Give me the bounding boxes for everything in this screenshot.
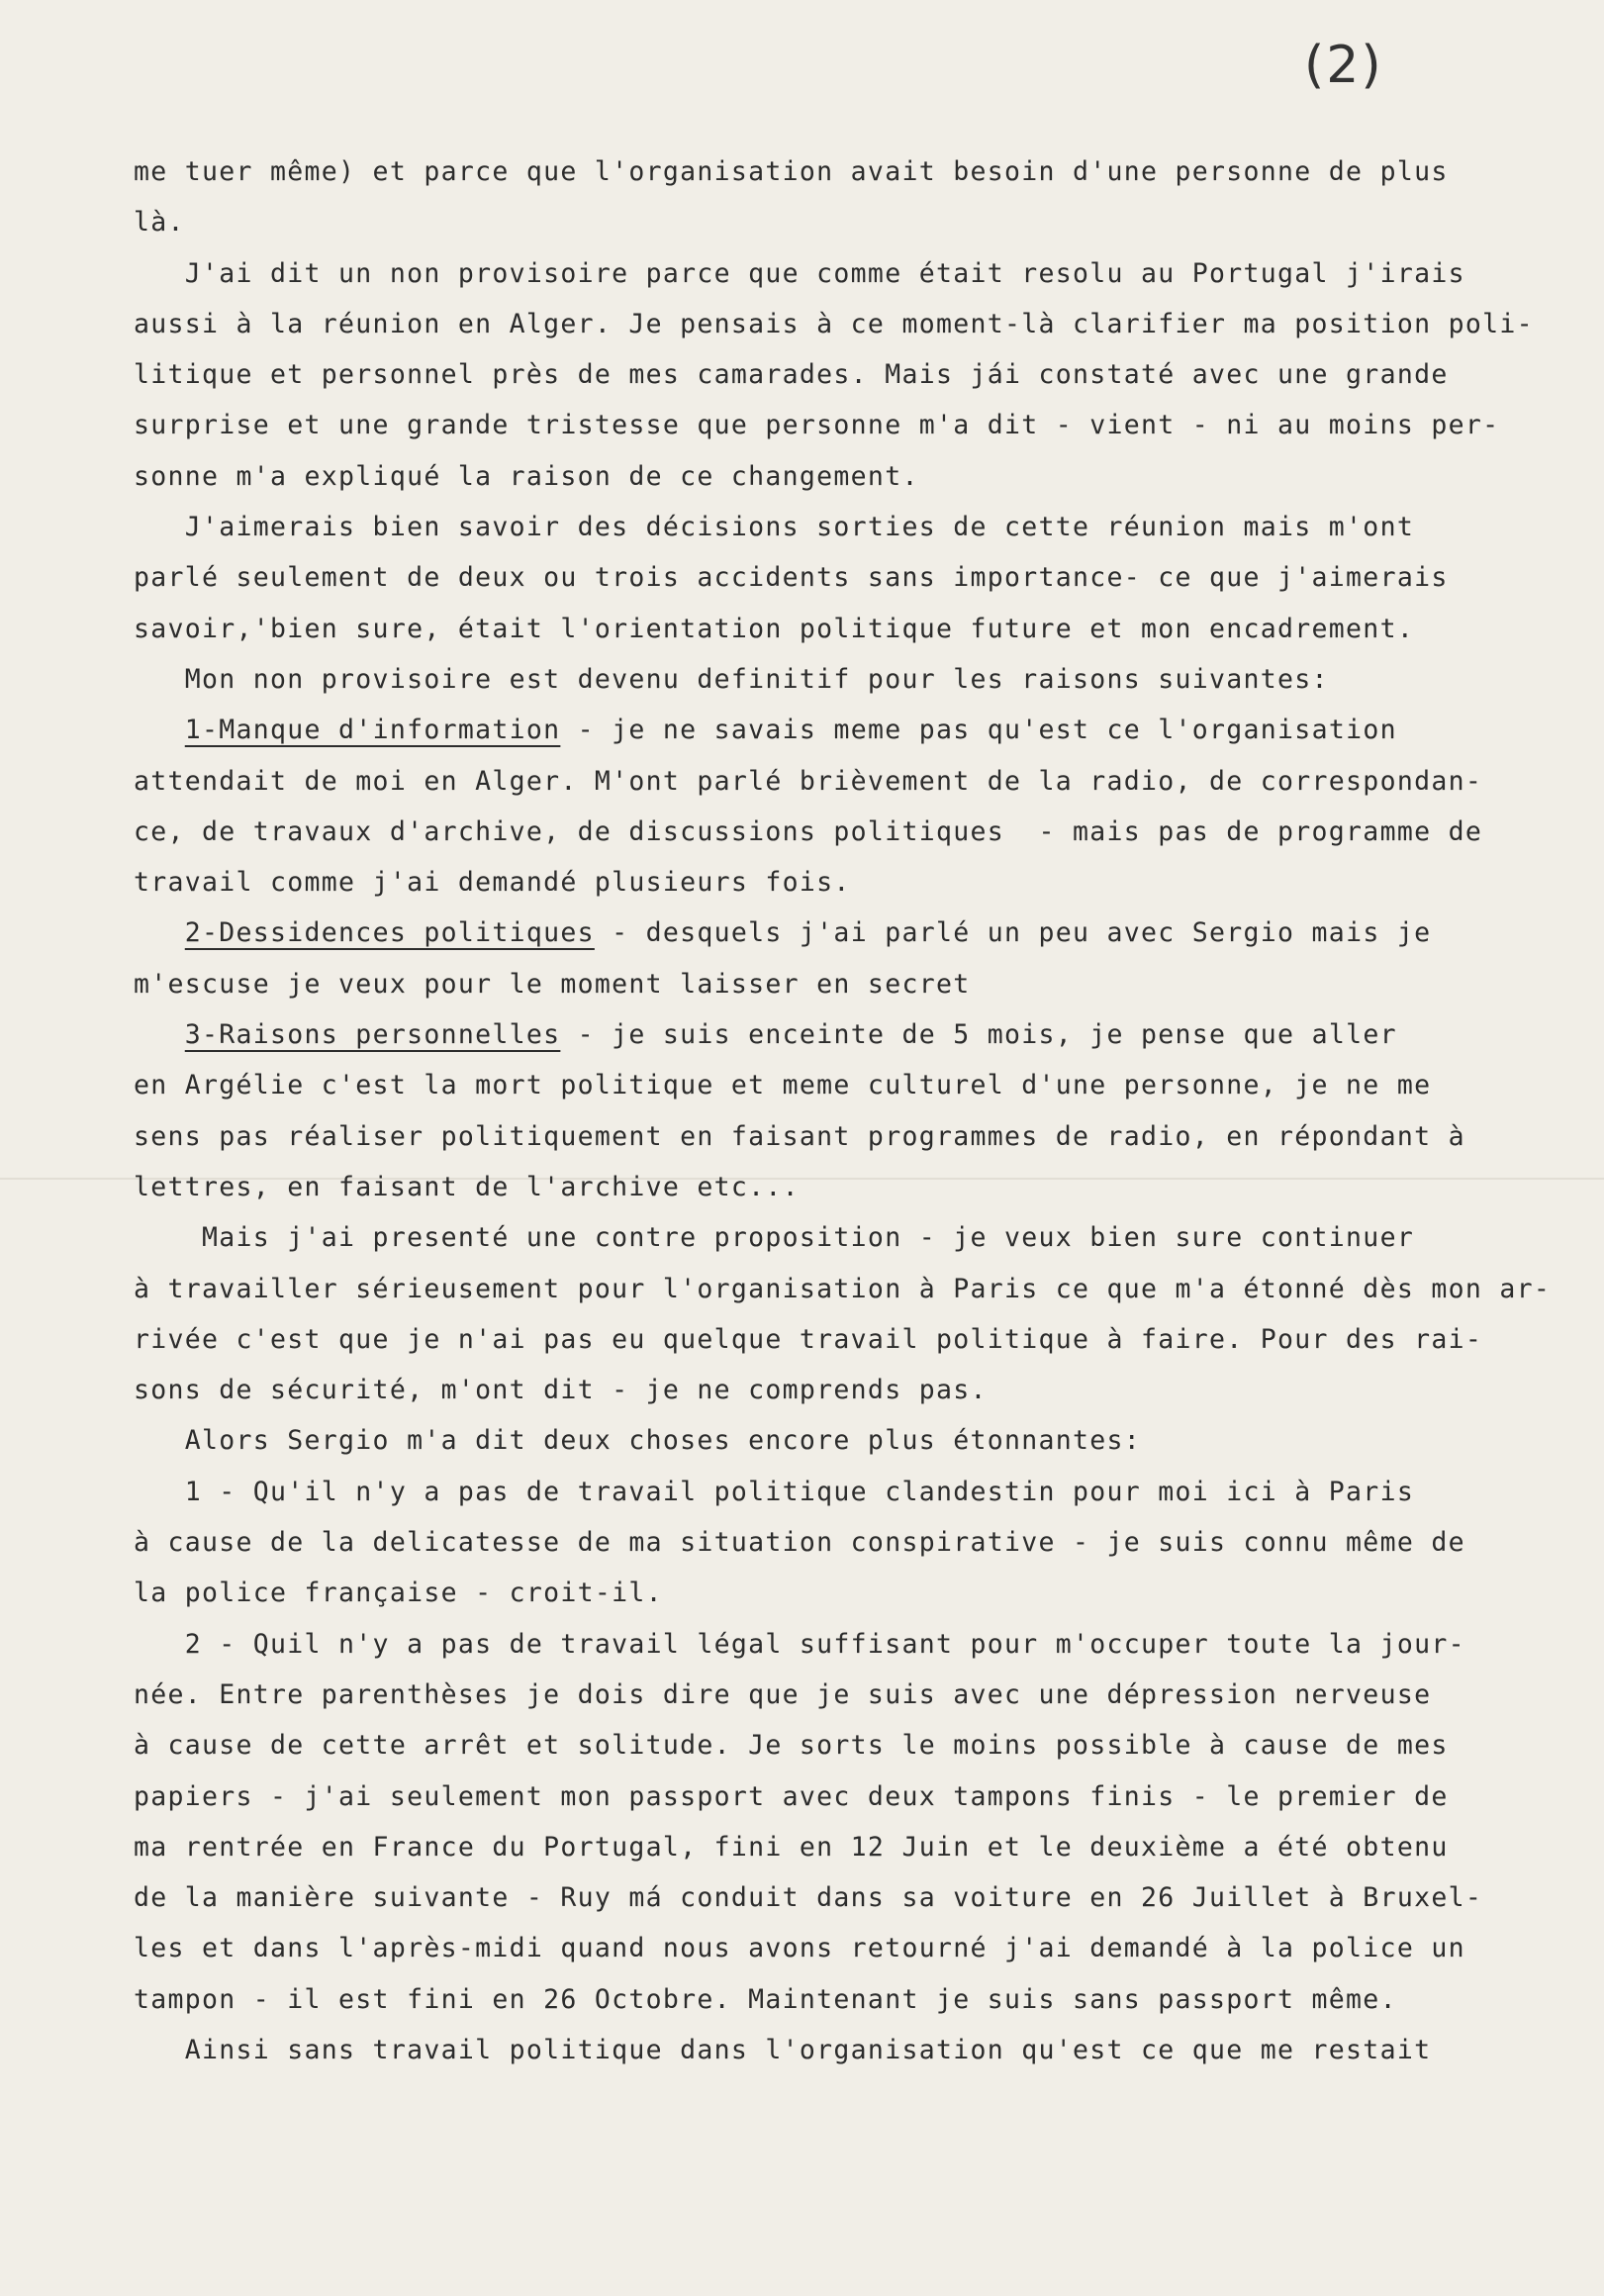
- text-line: savoir,'bien sure, était l'orientation politique future et mon encadrement.: [134, 613, 1415, 644]
- text-line: J'ai dit un non provisoire parce que comme était resolu au Portugal j'irais: [134, 257, 1465, 289]
- text-line: tampon - il est fini en 26 Octobre. Maintenant je suis sans passport même.: [134, 1983, 1397, 2015]
- text-line: [134, 705, 1598, 755]
- text-line: [134, 908, 1598, 958]
- line-text: - je suis enceinte de 5 mois, je pense que aller: [560, 1019, 1397, 1051]
- text-line: à cause de cette arrêt et solitude. Je sorts le moins possible à cause de mes: [134, 1730, 1449, 1762]
- text-line: en Argélie c'est la mort politique et meme culturel d'une personne, je ne me: [134, 1070, 1432, 1101]
- text-line: à travailler sérieusement pour l'organisation à Paris ce que m'a étonné dès mon ar-: [134, 1273, 1552, 1304]
- text-line: papiers - j'ai seulement mon passport avec deux tampons finis - le premier de: [134, 1780, 1449, 1812]
- text-line: ce, de travaux d'archive, de discussions politiques - mais pas de programme de: [134, 815, 1483, 847]
- line-text: - desquels j'ai parlé un peu avec Sergio mais je: [594, 917, 1432, 949]
- underlined-heading: 1-Manque d'information: [184, 715, 561, 746]
- text-line: parlé seulement de deux ou trois accidents sans importance- ce que j'aimerais: [134, 562, 1449, 594]
- text-line: Mon non provisoire est devenu definitif pour les raisons suivantes:: [134, 663, 1329, 695]
- line-indent: [134, 917, 185, 948]
- text-line: litique et personnel près de mes camarades. Mais jái constaté avec une grande: [134, 359, 1449, 391]
- line-text: - je ne savais meme pas qu'est ce l'organisation: [560, 715, 1397, 746]
- text-line: 1 - Qu'il n'y a pas de travail politique clandestin pour moi ici à Paris: [134, 1476, 1415, 1507]
- text-line: aussi à la réunion en Alger. Je pensais à ce moment-là clarifier ma position poli-: [134, 308, 1534, 339]
- text-line: me tuer même) et parce que l'organisation avait besoin d'une personne de plus: [134, 156, 1449, 187]
- typed-letter-body: [134, 146, 1598, 2075]
- page-number: (2): [1304, 36, 1383, 95]
- underlined-heading: 2-Dessidences politiques: [184, 917, 595, 949]
- text-line: Alors Sergio m'a dit deux choses encore plus étonnantes:: [134, 1425, 1142, 1457]
- text-line: sons de sécurité, m'ont dit - je ne comprends pas.: [134, 1375, 988, 1406]
- text-line: m'escuse je veux pour le moment laisser en secret: [134, 968, 971, 1000]
- text-line: à cause de la delicatesse de ma situation conspirative - je suis connu même de: [134, 1527, 1465, 1559]
- text-line: 2 - Quil n'y a pas de travail légal suffisant pour m'occuper toute la jour-: [134, 1628, 1465, 1660]
- text-line: travail comme j'ai demandé plusieurs fois.: [134, 867, 851, 899]
- text-line: Mais j'ai presenté une contre proposition - je veux bien sure continuer: [134, 1222, 1415, 1254]
- text-line: née. Entre parenthèses je dois dire que je suis avec une dépression nerveuse: [134, 1678, 1432, 1710]
- text-line: sens pas réaliser politiquement en faisant programmes de radio, en répondant à: [134, 1120, 1465, 1152]
- text-line: J'aimerais bien savoir des décisions sorties de cette réunion mais m'ont: [134, 512, 1415, 543]
- text-line: [134, 1009, 1598, 1060]
- text-line: ma rentrée en France du Portugal, fini en 12 Juin et le deuxième a été obtenu: [134, 1831, 1449, 1863]
- text-line: attendait de moi en Alger. M'ont parlé brièvement de la radio, de correspondan-: [134, 765, 1483, 797]
- text-line: les et dans l'après-midi quand nous avons retourné j'ai demandé à la police un: [134, 1933, 1465, 1964]
- text-line: surprise et une grande tristesse que personne m'a dit - vient - ni au moins per-: [134, 410, 1500, 441]
- text-line: là.: [134, 207, 185, 239]
- text-line: sonne m'a expliqué la raison de ce changement.: [134, 460, 919, 492]
- text-line: rivée c'est que je n'ai pas eu quelque travail politique à faire. Pour des rai-: [134, 1323, 1483, 1355]
- line-indent: [134, 1019, 185, 1050]
- line-indent: [134, 715, 185, 745]
- text-line: Ainsi sans travail politique dans l'organisation qu'est ce que me restait: [134, 2034, 1432, 2065]
- text-line: de la manière suivante - Ruy má conduit dans sa voiture en 26 Juillet à Bruxel-: [134, 1882, 1483, 1914]
- underlined-heading: 3-Raisons personnelles: [184, 1019, 561, 1051]
- text-line: la police française - croit-il.: [134, 1578, 663, 1609]
- text-line: lettres, en faisant de l'archive etc...: [134, 1171, 800, 1202]
